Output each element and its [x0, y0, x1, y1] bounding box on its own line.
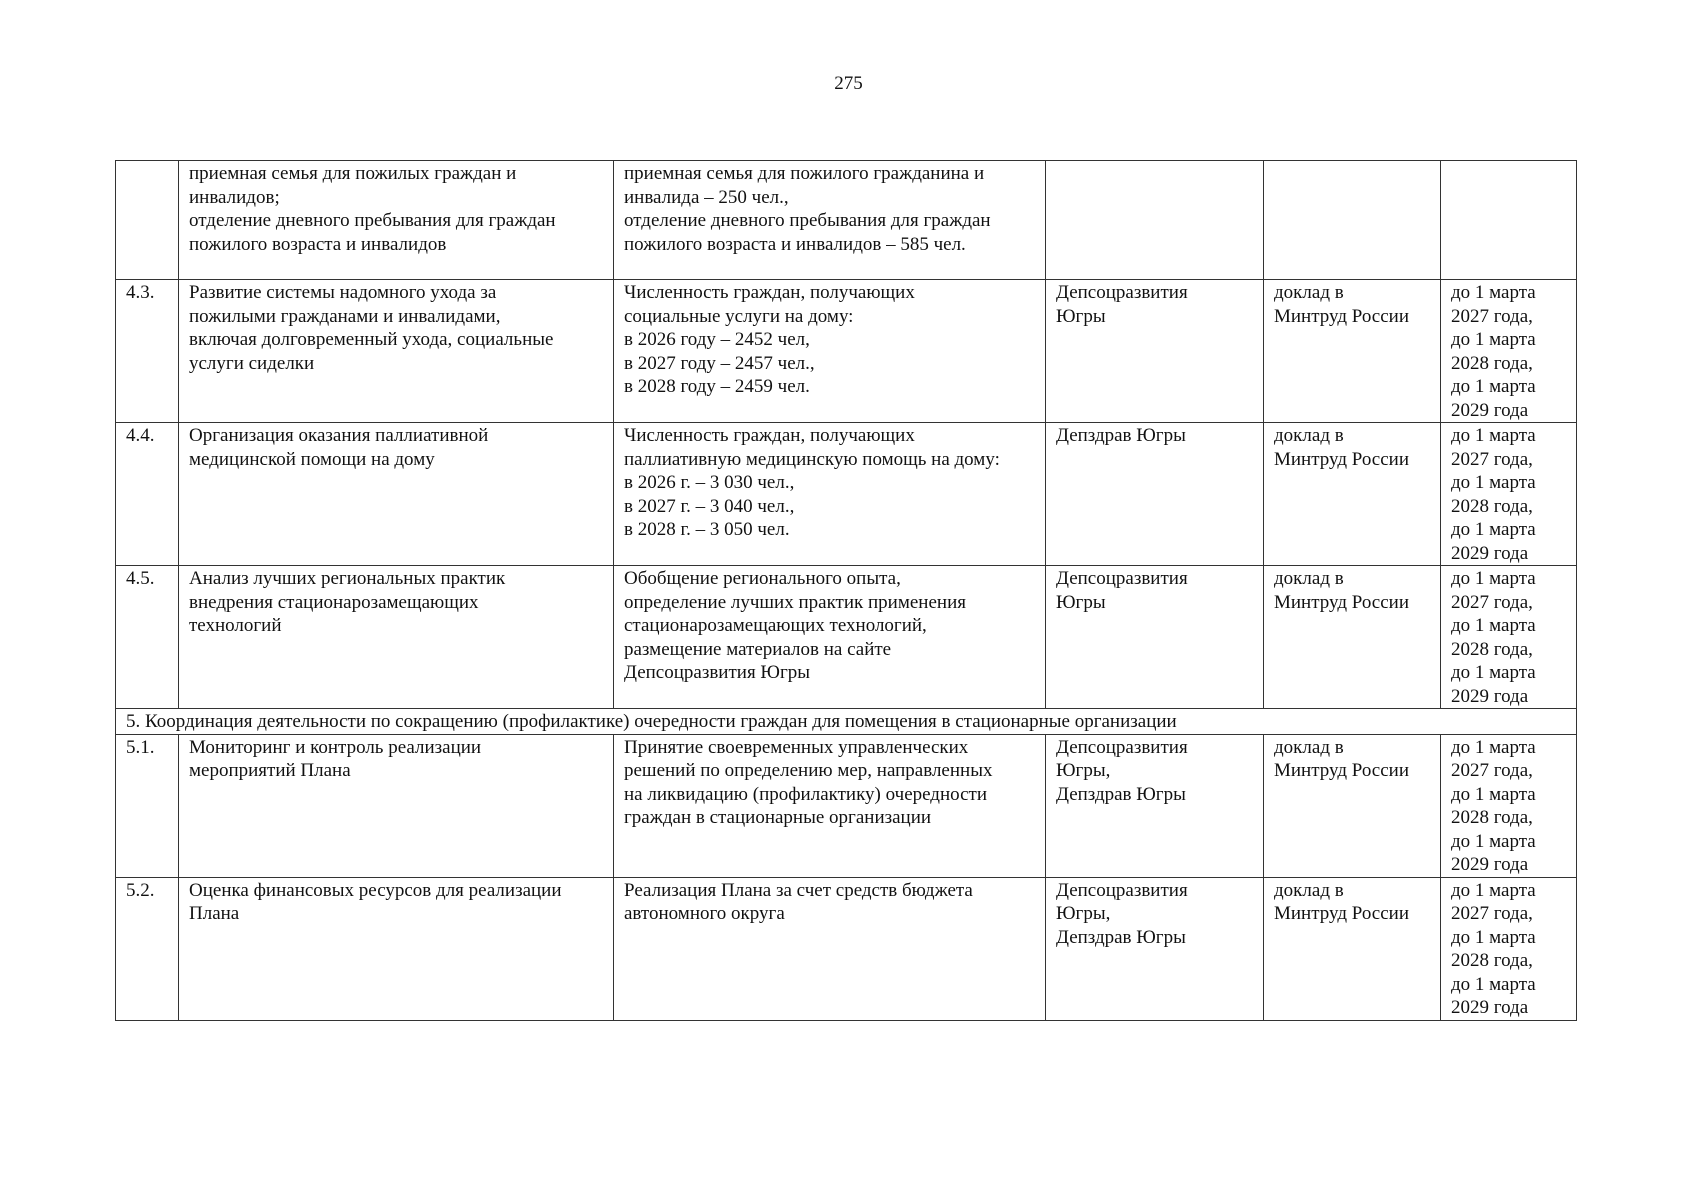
section-title: 5. Координация деятельности по сокращению (профилактике) очередности граждан для помещения в стационарные организации	[116, 709, 1577, 735]
table-row	[116, 734, 1577, 877]
report-cell: доклад в Минтруд России	[1264, 877, 1441, 1020]
row-number: 5.2.	[116, 877, 179, 1020]
page-number: 275	[834, 73, 863, 94]
event-cell: Развитие системы надомного ухода за пожилыми гражданами и инвалидами, включая долговременный ухода, социальные услуги сиделки	[179, 280, 614, 423]
executor-cell: Депсоцразвития Югры, Депздрав Югры	[1046, 877, 1264, 1020]
event-cell: Мониторинг и контроль реализации мероприятий Плана	[179, 734, 614, 877]
report-cell	[1264, 161, 1441, 280]
plan-table	[115, 160, 1577, 1021]
deadline-cell: до 1 марта 2027 года, до 1 марта 2028 года, до 1 марта 2029 года	[1441, 877, 1577, 1020]
table-row	[116, 566, 1577, 709]
result-cell: Реализация Плана за счет средств бюджета автономного округа	[614, 877, 1046, 1020]
result-cell: Принятие своевременных управленческих решений по определению мер, направленных на ликвидацию (профилактику) очередности граждан в стационарные организации	[614, 734, 1046, 877]
executor-cell: Депсоцразвития Югры, Депздрав Югры	[1046, 734, 1264, 877]
table-row	[116, 877, 1577, 1020]
deadline-cell: до 1 марта 2027 года, до 1 марта 2028 года, до 1 марта 2029 года	[1441, 566, 1577, 709]
event-cell: Оценка финансовых ресурсов для реализации Плана	[179, 877, 614, 1020]
report-cell: доклад в Минтруд России	[1264, 280, 1441, 423]
report-cell: доклад в Минтруд России	[1264, 566, 1441, 709]
table-row	[116, 280, 1577, 423]
event-cell: Анализ лучших региональных практик внедрения стационарозамещающих технологий	[179, 566, 614, 709]
executor-cell: Депсоцразвития Югры	[1046, 566, 1264, 709]
executor-cell: Депсоцразвития Югры	[1046, 280, 1264, 423]
report-cell: доклад в Минтруд России	[1264, 734, 1441, 877]
row-number: 4.4.	[116, 423, 179, 566]
report-cell: доклад в Минтруд России	[1264, 423, 1441, 566]
row-number	[116, 161, 179, 280]
row-number: 5.1.	[116, 734, 179, 877]
table-row	[116, 161, 1577, 280]
event-cell: приемная семья для пожилых граждан и инвалидов; отделение дневного пребывания для граждан пожилого возраста и инвалидов	[179, 161, 614, 280]
executor-cell	[1046, 161, 1264, 280]
result-cell: Обобщение регионального опыта, определение лучших практик применения стационарозамещающих технологий, размещение материалов на сайте Депсоцразвития Югры	[614, 566, 1046, 709]
section-header-row	[116, 709, 1577, 735]
result-cell: Численность граждан, получающих паллиативную медицинскую помощь на дому: в 2026 г. – 3 030 чел., в 2027 г. – 3 040 чел., в 2028 г. – 3 050 чел.	[614, 423, 1046, 566]
event-cell: Организация оказания паллиативной медицинской помощи на дому	[179, 423, 614, 566]
deadline-cell	[1441, 161, 1577, 280]
result-cell: приемная семья для пожилого гражданина и инвалида – 250 чел., отделение дневного пребывания для граждан пожилого возраста и инвалидов – 585 чел.	[614, 161, 1046, 280]
table-row	[116, 423, 1577, 566]
deadline-cell: до 1 марта 2027 года, до 1 марта 2028 года, до 1 марта 2029 года	[1441, 280, 1577, 423]
row-number: 4.5.	[116, 566, 179, 709]
row-number: 4.3.	[116, 280, 179, 423]
deadline-cell: до 1 марта 2027 года, до 1 марта 2028 года, до 1 марта 2029 года	[1441, 734, 1577, 877]
result-cell: Численность граждан, получающих социальные услуги на дому: в 2026 году – 2452 чел, в 2027 году – 2457 чел., в 2028 году – 2459 чел.	[614, 280, 1046, 423]
deadline-cell: до 1 марта 2027 года, до 1 марта 2028 года, до 1 марта 2029 года	[1441, 423, 1577, 566]
executor-cell: Депздрав Югры	[1046, 423, 1264, 566]
